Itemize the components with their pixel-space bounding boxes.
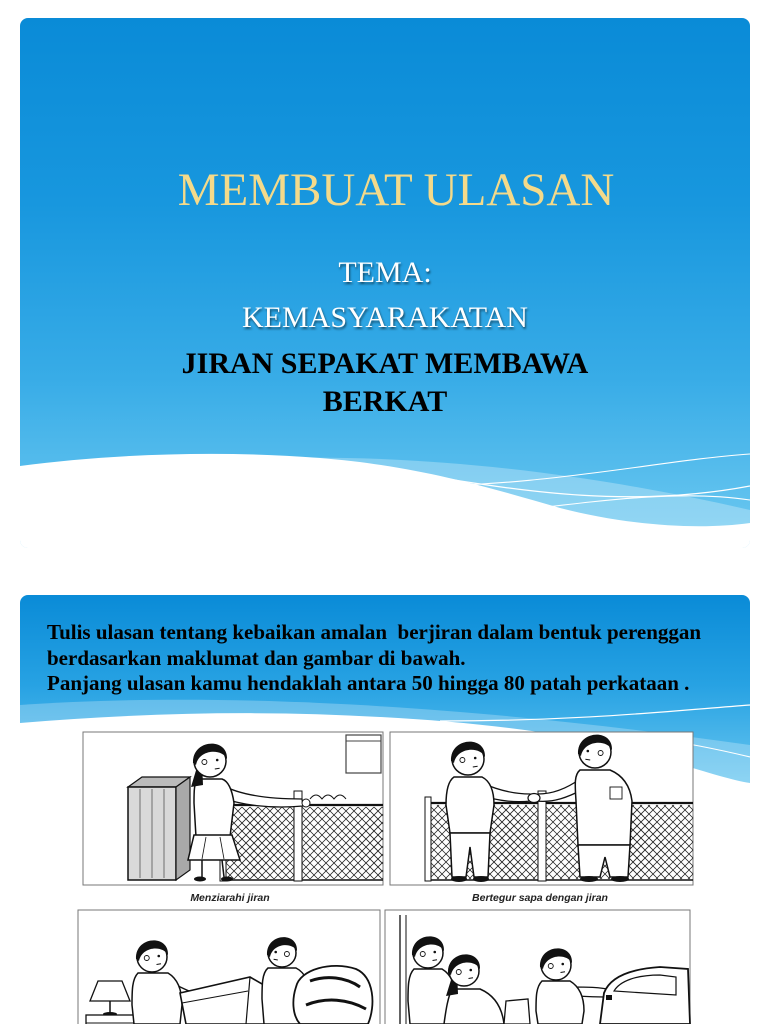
sack [293,966,372,1024]
panel-helping-neighbour-car [385,910,690,1024]
instructions-text [47,620,701,697]
picture-panels [70,725,700,1024]
instruction-line-1: Tulis ulasan tentang kebaikan amalan berjiran dalam bentuk perenggan [47,620,702,644]
panel-caption-greeting: Bertegur sapa dengan jiran [472,892,608,904]
panel-greeting-neighbour [390,732,693,885]
cabinet [128,777,190,880]
instruction-slide [20,595,750,1024]
bag [504,999,530,1024]
instruction-line-3: Panjang ulasan kamu hendaklah antara 50 hingga 80 patah perkataan . [47,671,690,695]
topic-heading-line-2: BERKAT [322,385,448,418]
title-slide [20,18,750,548]
panel-helping-neighbour-move [78,910,380,1024]
panel-visiting-neighbour [83,732,383,885]
topic-heading-line-1: JIRAN SEPAKAT MEMBAWA [181,347,589,380]
theme-label: TEMA: [338,256,432,289]
panel-caption-visiting: Menziarahi jiran [190,892,270,904]
handshake [528,794,540,803]
window-frame [346,735,381,773]
slide-title: MEMBUAT ULASAN [177,164,615,216]
instruction-line-2: berdasarkan maklumat dan gambar di bawah. [47,645,466,670]
theme-value: KEMASYARAKATAN [242,301,528,334]
topic-heading [20,345,750,421]
side-table [86,1015,134,1024]
